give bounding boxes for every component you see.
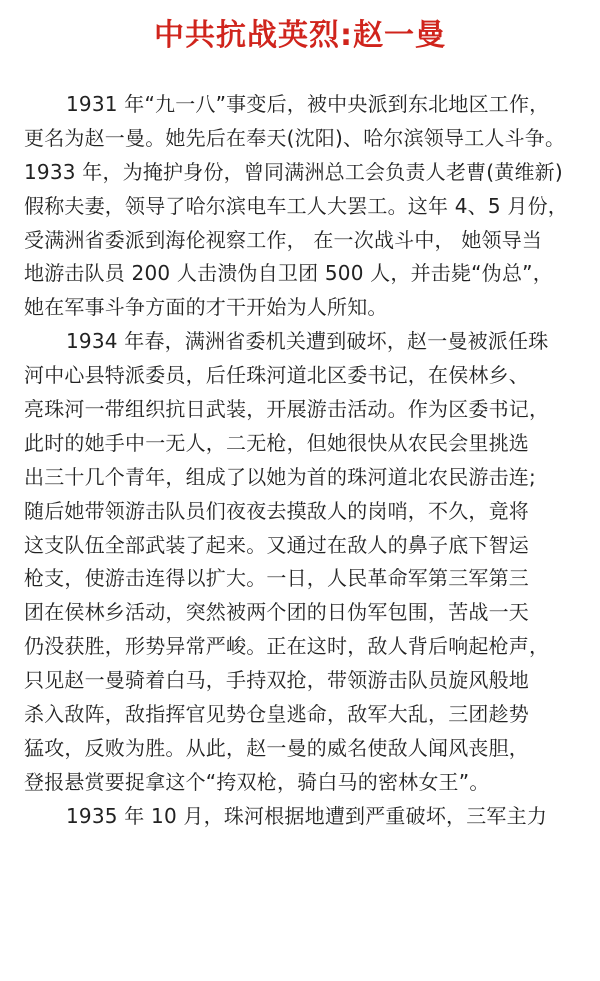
body-line: 假称夫妻，领导了哈尔滨电车工人大罢工。这年 4、5 月份， bbox=[24, 193, 568, 218]
article-title: 中共抗战英烈:赵一曼 bbox=[154, 18, 446, 53]
body-line: 更名为赵一曼。她先后在奉天(沈阳)、哈尔滨领导工人斗争。 bbox=[24, 125, 566, 150]
body-line: 随后她带领游击队员们夜夜去摸敌人的岗哨，不久，竟将 bbox=[24, 498, 529, 523]
body-line: 猛攻，反败为胜。从此，赵一曼的威名使敌人闻风丧胆， bbox=[24, 735, 529, 760]
body-line: 这支队伍全部武装了起来。又通过在敌人的鼻子底下智运 bbox=[24, 532, 529, 557]
body-line: 1931 年“九一八”事变后，被中央派到东北地区工作， bbox=[66, 92, 550, 116]
body-line: 枪支，使游击连得以扩大。一日，人民革命军第三军第三 bbox=[24, 566, 529, 591]
body-line: 登报悬赏要捉拿这个“挎双枪，骑白马的密林女王”。 bbox=[24, 769, 490, 794]
body-line: 1933 年，为掩护身份，曾同满洲总工会负责人老曹(黄维新) bbox=[24, 159, 563, 184]
body-line: 受满洲省委派到海伦视察工作， 在一次战斗中， 她领导当 bbox=[24, 227, 543, 252]
body-line: 1934 年春，满洲省委机关遭到破坏，赵一曼被派任珠 bbox=[66, 329, 549, 354]
body-line: 仍没获胜，形势异常严峻。正在这时，敌人背后响起枪声， bbox=[24, 634, 550, 659]
body-line: 出三十几个青年，组成了以她为首的珠河道北农民游击连; bbox=[24, 464, 536, 489]
body-line: 她在军事斗争方面的才干开始为人所知。 bbox=[24, 295, 388, 320]
body-line: 河中心县特派委员，后任珠河道北区委书记，在侯林乡、 bbox=[24, 363, 529, 388]
body-line: 只见赵一曼骑着白马，手持双抢，带领游击队员旋风般地 bbox=[24, 668, 529, 693]
article-body bbox=[24, 88, 584, 834]
body-line: 地游击队员 200 人击溃伪自卫团 500 人，并击毙“伪总”， bbox=[24, 261, 553, 286]
body-line: 亮珠河一带组织抗日武装，开展游击活动。作为区委书记， bbox=[24, 397, 550, 422]
body-line: 团在侯林乡活动，突然被两个团的日伪军包围，苦战一天 bbox=[24, 600, 529, 625]
body-line: 1935 年 10 月，珠河根据地遭到严重破坏，三军主力 bbox=[66, 803, 548, 828]
body-line: 此时的她手中一无人，二无枪，但她很快从农民会里挑选 bbox=[24, 430, 529, 455]
body-line: 杀入敌阵，敌指挥官见势仓皇逃命，敌军大乱，三团趁势 bbox=[24, 702, 529, 727]
